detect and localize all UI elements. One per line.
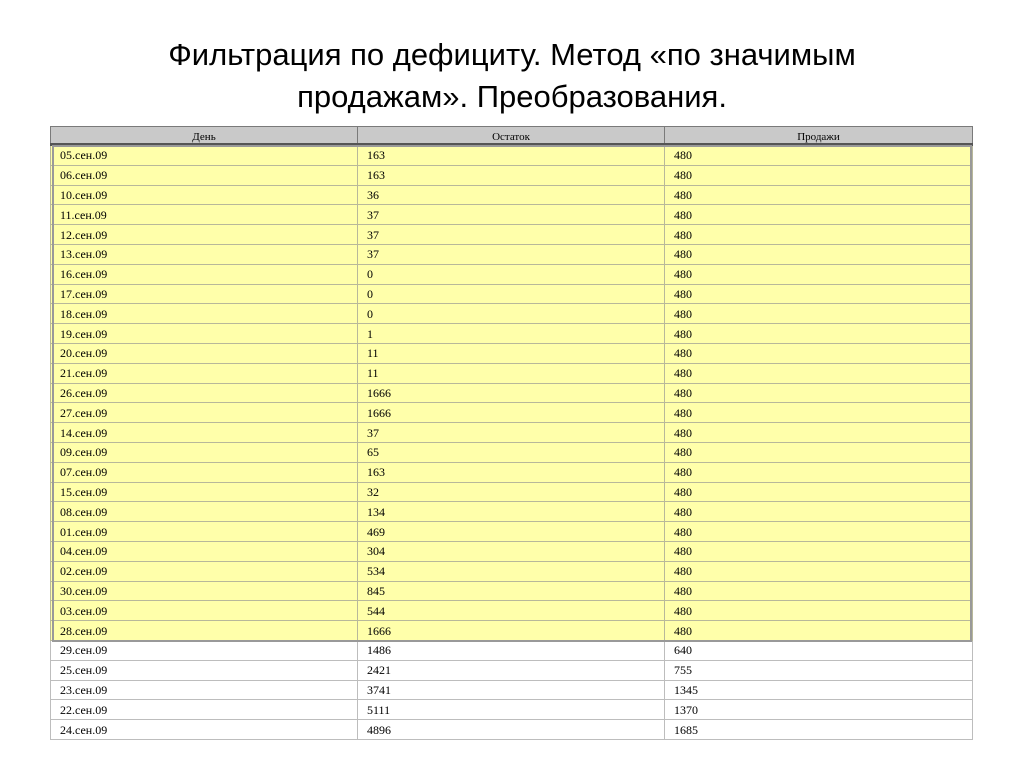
cell-day: 17.сен.09 <box>51 284 358 304</box>
cell-sales: 1345 <box>665 680 973 700</box>
cell-stock: 37 <box>358 244 665 264</box>
cell-stock: 11 <box>358 363 665 383</box>
cell-day: 26.сен.09 <box>51 383 358 403</box>
cell-day: 30.сен.09 <box>51 581 358 601</box>
cell-sales: 480 <box>665 145 973 166</box>
table-row <box>51 423 973 443</box>
table-row <box>51 561 973 581</box>
header-row <box>51 127 973 145</box>
table-row <box>51 621 973 641</box>
sales-table <box>50 126 973 740</box>
table-row <box>51 145 973 166</box>
cell-day: 28.сен.09 <box>51 621 358 641</box>
cell-sales: 480 <box>665 284 973 304</box>
table-row <box>51 720 973 740</box>
cell-sales: 480 <box>665 502 973 522</box>
cell-stock: 845 <box>358 581 665 601</box>
cell-stock: 544 <box>358 601 665 621</box>
cell-stock: 37 <box>358 423 665 443</box>
table-row <box>51 343 973 363</box>
table-header <box>51 127 973 145</box>
cell-sales: 480 <box>665 581 973 601</box>
cell-stock: 1 <box>358 324 665 344</box>
cell-stock: 37 <box>358 205 665 225</box>
cell-day: 21.сен.09 <box>51 363 358 383</box>
cell-stock: 36 <box>358 185 665 205</box>
cell-stock: 1666 <box>358 621 665 641</box>
cell-stock: 11 <box>358 343 665 363</box>
cell-day: 18.сен.09 <box>51 304 358 324</box>
table-row <box>51 304 973 324</box>
table-row <box>51 403 973 423</box>
cell-stock: 3741 <box>358 680 665 700</box>
table-row <box>51 680 973 700</box>
slide-title-line-1: Фильтрация по дефициту. Метод «по значимым <box>168 37 856 72</box>
cell-sales: 480 <box>665 423 973 443</box>
cell-stock: 163 <box>358 165 665 185</box>
cell-stock: 134 <box>358 502 665 522</box>
table-row <box>51 660 973 680</box>
cell-stock: 5111 <box>358 700 665 720</box>
cell-day: 16.сен.09 <box>51 264 358 284</box>
cell-day: 10.сен.09 <box>51 185 358 205</box>
cell-sales: 480 <box>665 343 973 363</box>
cell-day: 19.сен.09 <box>51 324 358 344</box>
table-row <box>51 700 973 720</box>
cell-sales: 480 <box>665 621 973 641</box>
cell-day: 05.сен.09 <box>51 145 358 166</box>
cell-day: 06.сен.09 <box>51 165 358 185</box>
cell-sales: 1685 <box>665 720 973 740</box>
cell-sales: 480 <box>665 363 973 383</box>
cell-sales: 480 <box>665 244 973 264</box>
table-row <box>51 205 973 225</box>
cell-stock: 0 <box>358 284 665 304</box>
cell-sales: 480 <box>665 442 973 462</box>
cell-sales: 480 <box>665 541 973 561</box>
table-row <box>51 363 973 383</box>
cell-sales: 480 <box>665 225 973 245</box>
cell-stock: 304 <box>358 541 665 561</box>
column-header-sales: Продажи <box>665 127 973 145</box>
cell-day: 12.сен.09 <box>51 225 358 245</box>
cell-sales: 480 <box>665 165 973 185</box>
cell-stock: 469 <box>358 522 665 542</box>
table-row <box>51 581 973 601</box>
cell-day: 13.сен.09 <box>51 244 358 264</box>
cell-stock: 534 <box>358 561 665 581</box>
table-row <box>51 284 973 304</box>
slide-title <box>60 34 964 118</box>
cell-day: 15.сен.09 <box>51 482 358 502</box>
cell-day: 24.сен.09 <box>51 720 358 740</box>
cell-stock: 163 <box>358 462 665 482</box>
cell-day: 22.сен.09 <box>51 700 358 720</box>
cell-stock: 4896 <box>358 720 665 740</box>
cell-day: 14.сен.09 <box>51 423 358 443</box>
cell-stock: 2421 <box>358 660 665 680</box>
cell-day: 11.сен.09 <box>51 205 358 225</box>
table-row <box>51 244 973 264</box>
cell-sales: 480 <box>665 205 973 225</box>
table-row <box>51 541 973 561</box>
column-header-stock: Остаток <box>358 127 665 145</box>
cell-stock: 1666 <box>358 403 665 423</box>
cell-day: 20.сен.09 <box>51 343 358 363</box>
table-row <box>51 264 973 284</box>
cell-sales: 755 <box>665 660 973 680</box>
cell-sales: 480 <box>665 324 973 344</box>
table-row <box>51 185 973 205</box>
cell-day: 27.сен.09 <box>51 403 358 423</box>
cell-sales: 480 <box>665 561 973 581</box>
cell-stock: 1666 <box>358 383 665 403</box>
cell-sales: 480 <box>665 304 973 324</box>
cell-day: 25.сен.09 <box>51 660 358 680</box>
cell-day: 01.сен.09 <box>51 522 358 542</box>
table-row <box>51 165 973 185</box>
cell-stock: 0 <box>358 304 665 324</box>
cell-sales: 480 <box>665 403 973 423</box>
cell-sales: 480 <box>665 462 973 482</box>
table-row <box>51 324 973 344</box>
cell-day: 02.сен.09 <box>51 561 358 581</box>
table-row <box>51 522 973 542</box>
cell-sales: 480 <box>665 383 973 403</box>
cell-sales: 480 <box>665 522 973 542</box>
slide-title-line-2: продажам». Преобразования. <box>297 79 727 114</box>
cell-day: 29.сен.09 <box>51 640 358 660</box>
cell-stock: 32 <box>358 482 665 502</box>
column-header-day: День <box>51 127 358 145</box>
cell-sales: 480 <box>665 482 973 502</box>
cell-stock: 65 <box>358 442 665 462</box>
cell-day: 04.сен.09 <box>51 541 358 561</box>
cell-day: 07.сен.09 <box>51 462 358 482</box>
table-row <box>51 462 973 482</box>
cell-stock: 37 <box>358 225 665 245</box>
cell-stock: 163 <box>358 145 665 166</box>
table-row <box>51 601 973 621</box>
cell-sales: 480 <box>665 185 973 205</box>
cell-sales: 1370 <box>665 700 973 720</box>
table-row <box>51 383 973 403</box>
table-row <box>51 502 973 522</box>
table-row <box>51 640 973 660</box>
cell-stock: 1486 <box>358 640 665 660</box>
cell-day: 03.сен.09 <box>51 601 358 621</box>
table-row <box>51 482 973 502</box>
data-table-container <box>50 126 972 740</box>
table-row <box>51 442 973 462</box>
cell-day: 23.сен.09 <box>51 680 358 700</box>
cell-stock: 0 <box>358 264 665 284</box>
cell-day: 08.сен.09 <box>51 502 358 522</box>
cell-sales: 640 <box>665 640 973 660</box>
cell-sales: 480 <box>665 264 973 284</box>
table-row <box>51 225 973 245</box>
table-body <box>51 145 973 740</box>
cell-day: 09.сен.09 <box>51 442 358 462</box>
cell-sales: 480 <box>665 601 973 621</box>
